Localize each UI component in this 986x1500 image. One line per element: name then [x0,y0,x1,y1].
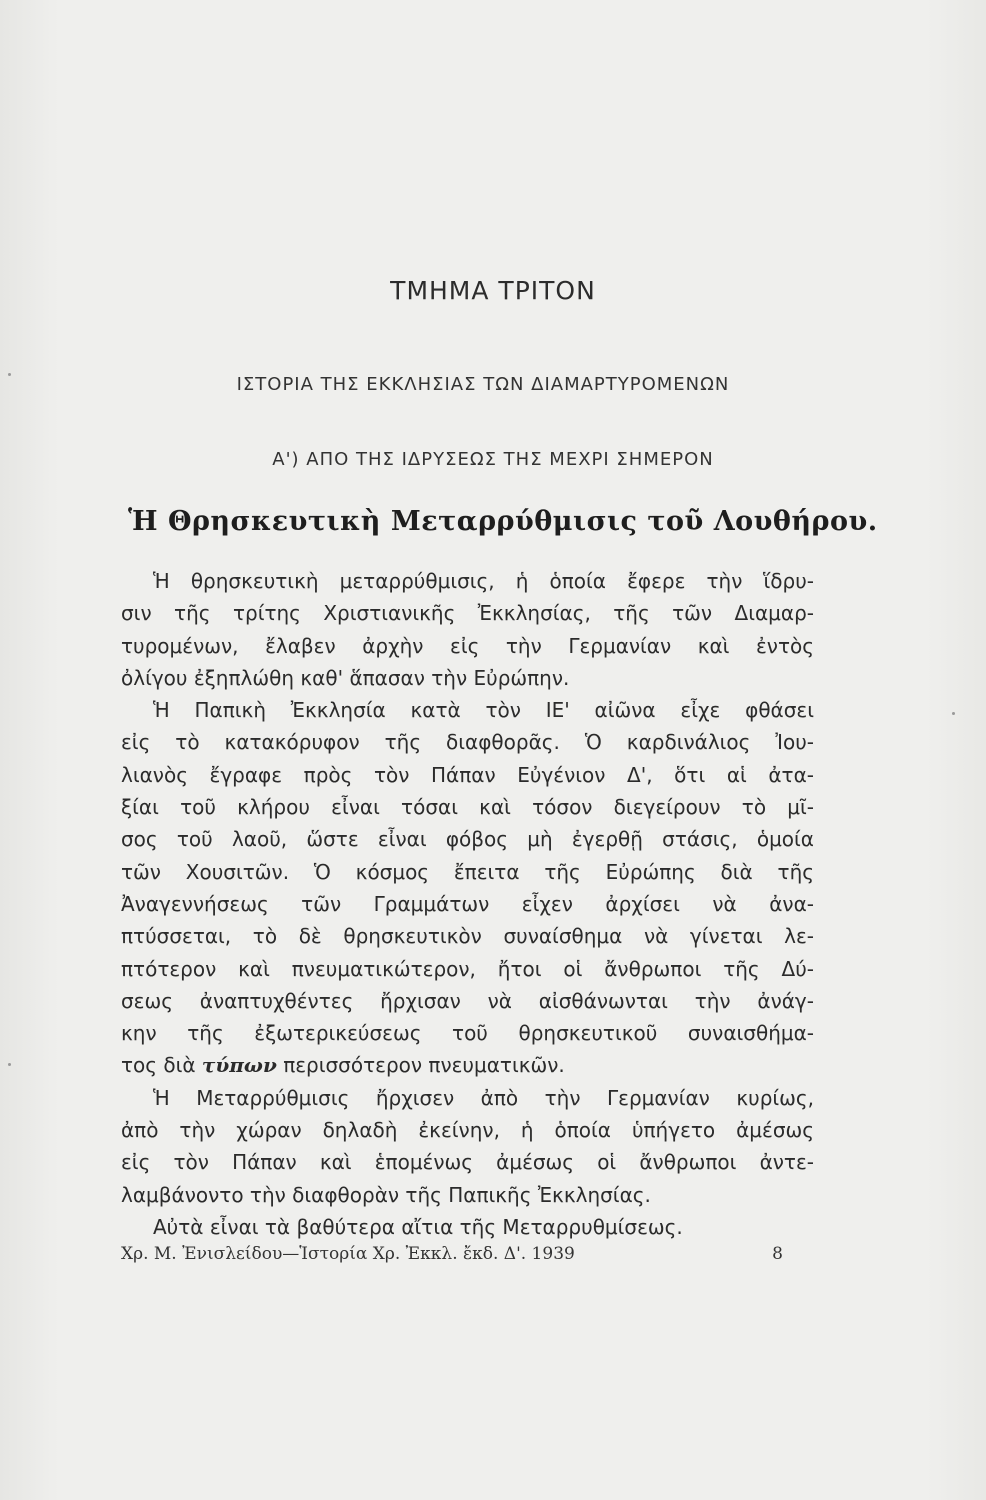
text-line: Ἡ Παπικὴ Ἐκκλησία κατὰ τὸν ΙΕ' αἰῶνα εἶχε φθάσει [153,698,814,723]
subtitle-period: Α') ΑΠΟ ΤΗΣ ΙΔΡΥΣΕΩΣ ΤΗΣ ΜΕΧΡΙ ΣΗΜΕΡΟΝ [272,449,714,470]
text-line: κην τῆς ἐξωτερικεύσεως τοῦ θρησκευτικοῦ συναισθήμα- [121,1021,814,1046]
margin-speck [952,712,955,715]
text-line: τῶν Χουσιτῶν. Ὁ κόσμος ἔπειτα τῆς Εὐρώπης διὰ τῆς [121,859,814,884]
text-line: πτύσσεται, τὸ δὲ θρησκευτικὸν συναίσθημα νὰ γίνεται λε- [121,924,814,949]
text-line: ἀπὸ τὴν χώραν δηλαδὴ ἐκείνην, ἡ ὁποία ὑπήγετο ἀμέσως [121,1118,814,1143]
body-text [121,565,814,1243]
text-line: λαμβάνοντο τὴν διαφθορὰν τῆς Παπικῆς Ἐκκλησίας. [121,1182,651,1207]
text-line: Ἡ θρησκευτικὴ μεταρρύθμισις, ἡ ὁποία ἔφερε τὴν ἵδρυ- [153,569,814,593]
italic-word: τύπων [201,1053,277,1078]
text-line: Ἀναγεννήσεως τῶν Γραμμάτων εἶχεν ἀρχίσει νὰ ἀνα- [121,891,814,916]
chapter-heading: Ἡ Θρησκευτικὴ Μεταρρύθμισις τοῦ Λουθήρου. [128,506,878,537]
text-line: ξίαι τοῦ κλήρου εἶναι τόσαι καὶ τόσον διεγείρουν τὸ μῖ- [121,795,814,820]
text-line: πτότερον καὶ πνευματικώτερον, ἤτοι οἱ ἄνθρωποι τῆς Δύ- [121,956,814,981]
margin-speck [8,1063,11,1066]
text-line: Ἡ Μεταρρύθμισις ἤρχισεν ἀπὸ τὴν Γερμανίαν κυρίως, [153,1085,814,1110]
margin-speck [8,373,11,376]
text-line: σος τοῦ λαοῦ, ὥστε εἶναι φόβος μὴ ἐγερθῇ στάσις, ὁμοία [121,827,814,852]
text-line: ὀλίγου ἐξηπλώθη καθ' ἅπασαν τὴν Εὐρώπην. [121,665,570,690]
footer-citation: Χρ. Μ. Ἐνισλείδου—Ἱστορία Χρ. Ἐκκλ. ἔκδ. Δ'. 1939 [121,1244,575,1264]
text-line-emphasis [121,1049,814,1081]
text-line: εἰς τὸν Πάπαν καὶ ἑπομένως ἀμέσως οἱ ἄνθρωποι ἀντε- [121,1150,814,1175]
text-line: σιν τῆς τρίτης Χριστιανικῆς Ἐκκλησίας, τῆς τῶν Διαμαρ- [121,601,814,626]
text-line: τυρομένων, ἔλαβεν ἀρχὴν εἰς τὴν Γερμανίαν καὶ ἐντὸς [121,633,814,658]
text-fragment: περισσότερον πνευματικῶν. [283,1053,565,1078]
text-line: σεως ἀναπτυχθέντες ἤρχισαν νὰ αἰσθάνωνται τὴν ἀνάγ- [121,988,814,1013]
page-footer [121,1244,783,1264]
text-line: εἰς τὸ κατακόρυφον τῆς διαφθορᾶς. Ὁ καρδινάλιος Ἰου- [121,730,814,755]
signature-mark: 8 [772,1244,783,1264]
text-line: Αὐτὰ εἶναι τὰ βαθύτερα αἴτια τῆς Μεταρρυθμίσεως. [153,1214,683,1239]
text-line: λιανὸς ἔγραφε πρὸς τὸν Πάπαν Εὐγένιον Δ', ὅτι αἱ ἀτα- [121,762,814,787]
text-fragment: τος διὰ [121,1053,196,1078]
subtitle-history: ΙΣΤΟΡΙΑ ΤΗΣ ΕΚΚΛΗΣΙΑΣ ΤΩΝ ΔΙΑΜΑΡΤΥΡΟΜΕΝΩΝ [236,374,730,395]
section-title: ΤΜΗΜΑ ΤΡΙΤΟΝ [390,276,596,305]
